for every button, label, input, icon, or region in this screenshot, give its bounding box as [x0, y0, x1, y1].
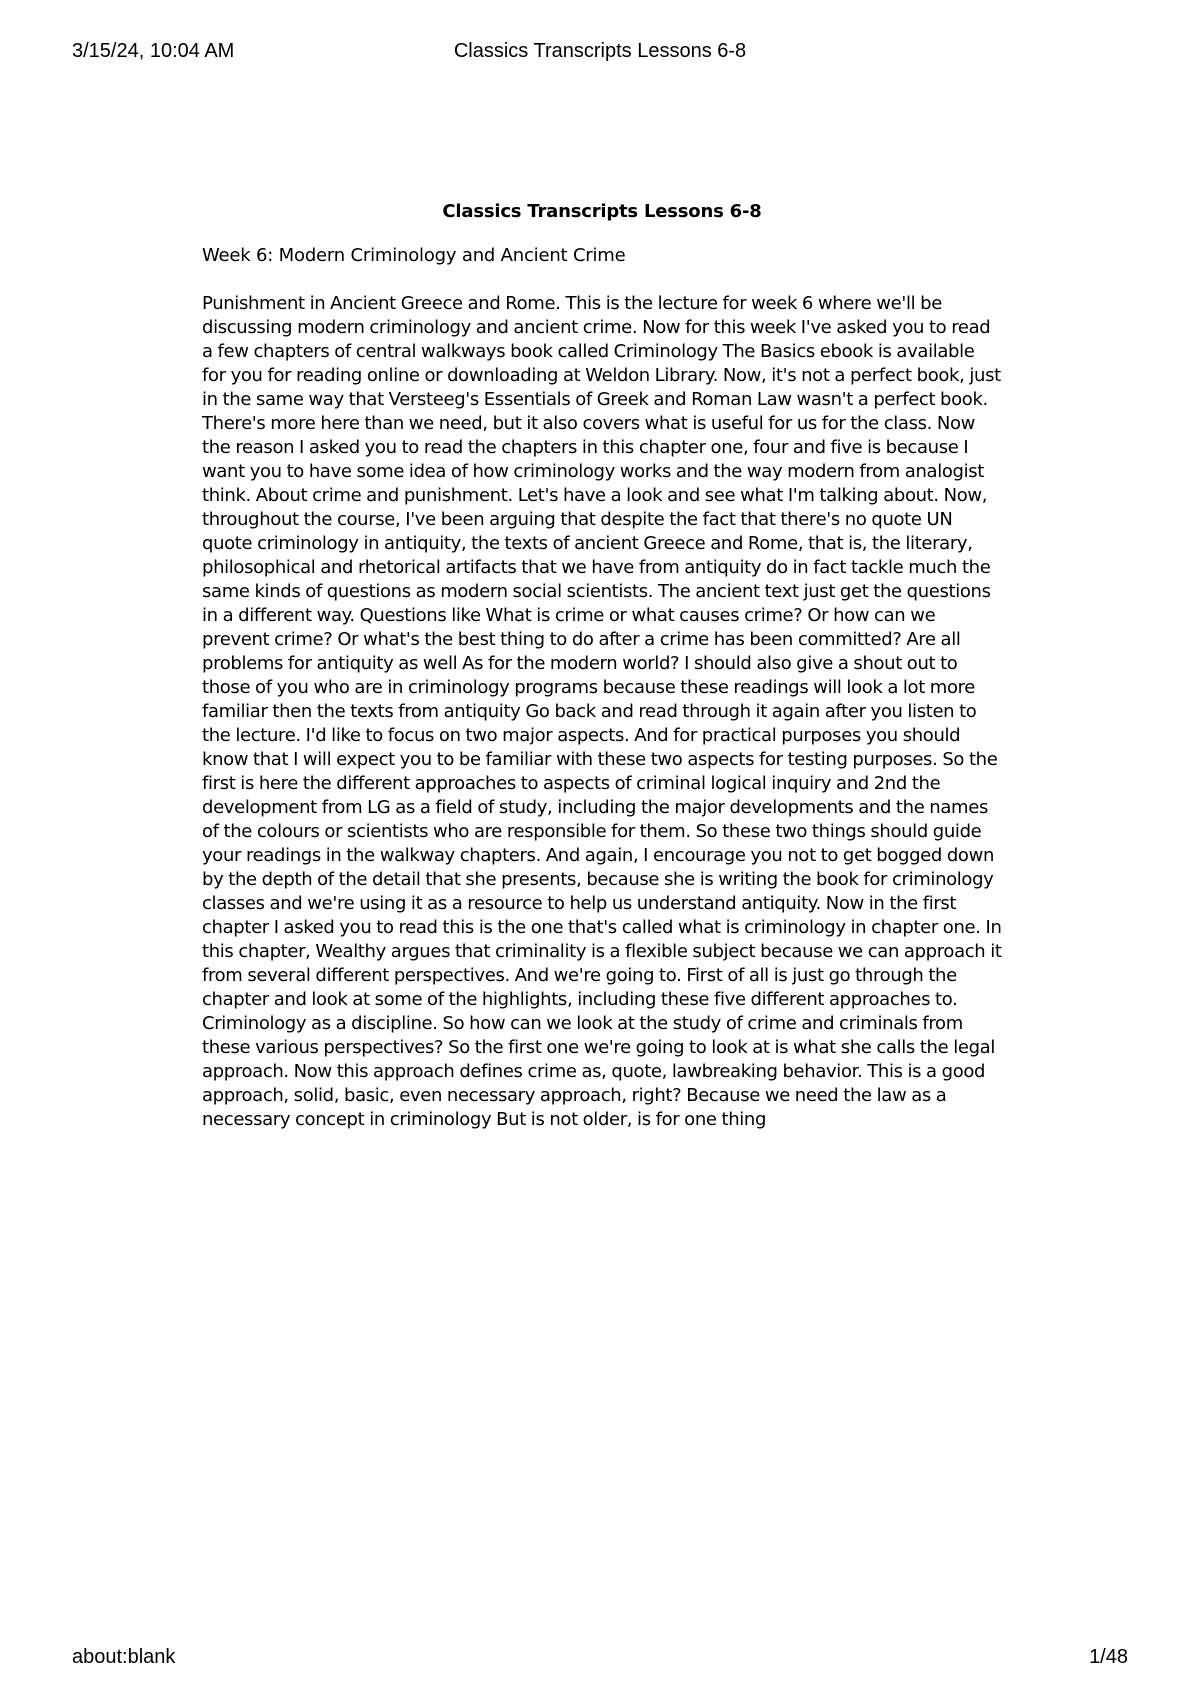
print-footer [72, 1646, 1128, 1674]
print-header [72, 40, 1128, 68]
document-heading: Classics Transcripts Lessons 6-8 [442, 201, 762, 222]
print-url: about:blank [72, 1646, 176, 1668]
print-page-title: Classics Transcripts Lessons 6-8 [453, 40, 747, 62]
document-content [202, 200, 1002, 1132]
transcript-paragraph: Punishment in Ancient Greece and Rome. This is the lecture for week 6 where we'll be discussing modern criminology and ancient crime. Now for this week I've asked you to read a few chapters of central walkways book called Criminology The Basics ebook is available for you for reading online or downloading at Weldon Library. Now, it's not a perfect book, just in the same way that Versteeg's Essentials of Greek and Roman Law wasn't a perfect book. There's more here than we need, but it also covers what is useful for us for the class. Now the reason I asked you to read the chapters in this chapter one, four and five is because I want you to have some idea of how criminology works and the way modern from analogist think. About crime and punishment. Let's have a look and see what I'm talking about. Now, throughout the course, I've been arguing that despite the fact that there's no quote UN quote criminology in antiquity, the texts of ancient Greece and Rome, that is, the literary, philosophical and rhetorical artifacts that we have from antiquity do in fact tackle much the same kinds of questions as modern social scientists. The ancient text just get the questions in a different way. Questions like What is crime or what causes crime? Or how can we prevent crime? Or what's the best thing to do after a crime has been committed? Are all problems for antiquity as well As for the modern world? I should also give a shout out to those of you who are in criminology programs because these readings will look a lot more familiar then the texts from antiquity Go back and read through it again after you listen to the lecture. I'd like to focus on two major aspects. And for practical purposes you should know that I will expect you to be familiar with these two aspects for testing purposes. So the first is here the different approaches to aspects of criminal logical inquiry and 2nd the development from LG as a field of study, including the major developments and the names of the colours or scientists who are responsible for them. So these two things should guide your readings in the walkway chapters. And again, I encourage you not to get bogged down by the depth of the detail that she presents, because she is writing the book for criminology classes and we're using it as a resource to help us understand antiquity. Now in the first chapter I asked you to read this is the one that's called what is criminology in chapter one. In this chapter, Wealthy argues that criminality is a flexible subject because we can approach it from several different perspectives. And we're going to. First of all is just go through the chapter and look at some of the highlights, including these five different approaches to. Criminology as a discipline. So how can we look at the study of crime and criminals from these various perspectives? So the first one we're going to look at is what she calls the legal approach. Now this approach defines crime as, quote, lawbreaking behavior. This is a good approach, solid, basic, even necessary approach, right? Because we need the law as a necessary concept in criminology But is not older, is for one thing [202, 293, 1002, 1130]
page-number: 1/48 [1089, 1646, 1128, 1668]
week-title: Week 6: Modern Criminology and Ancient Crime [202, 245, 626, 266]
print-datetime: 3/15/24, 10:04 AM [72, 40, 235, 62]
